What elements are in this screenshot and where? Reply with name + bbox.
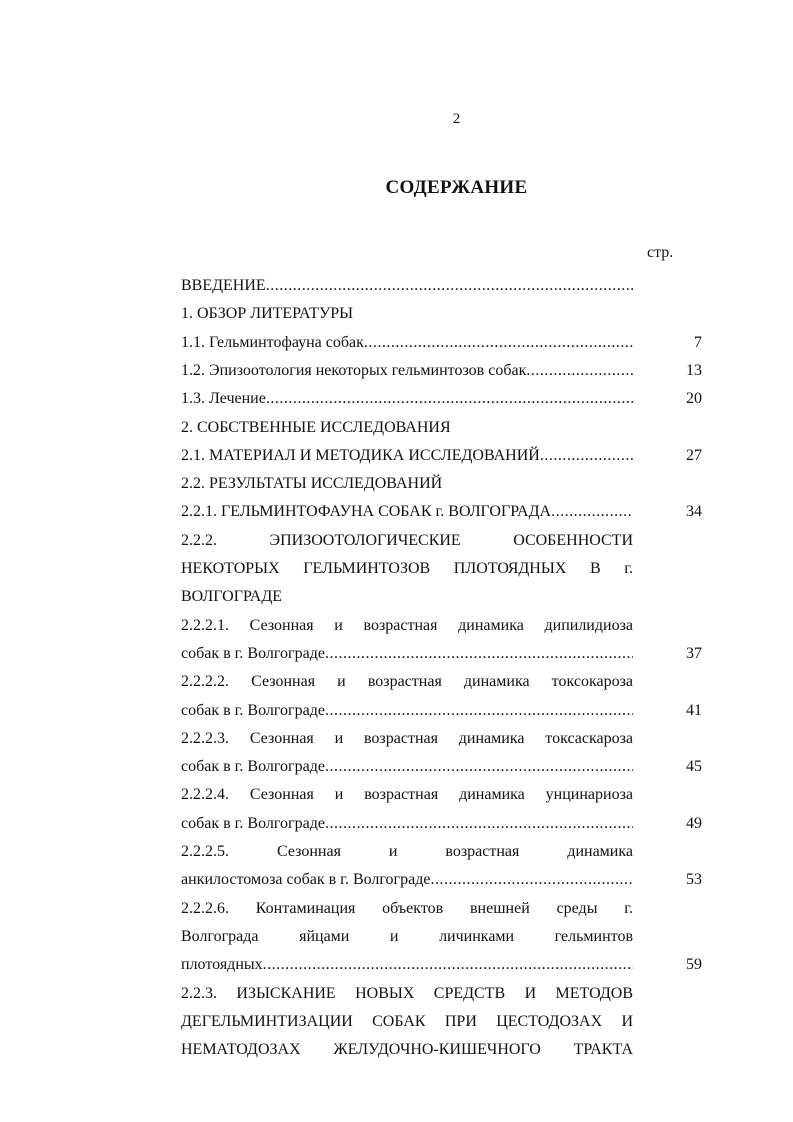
- toc-entry: 2.2.3. ИЗЫСКАНИЕ НОВЫХ СРЕДСТВ И МЕТОДОВ: [181, 984, 633, 1002]
- toc-entry: 2. СОБСТВЕННЫЕ ИССЛЕДОВАНИЯ: [181, 418, 451, 436]
- dot-leader: [263, 951, 633, 979]
- dot-leader: [526, 357, 633, 385]
- toc-entry-text: 2.2.1. ГЕЛЬМИНТОФАУНА СОБАК г. ВОЛГОГРАДА: [181, 503, 552, 521]
- toc-entry-text: 2.1. МАТЕРИАЛ И МЕТОДИКА ИССЛЕДОВАНИЙ: [181, 446, 540, 464]
- toc-page-number: 7: [694, 333, 702, 351]
- toc-entry: [181, 385, 633, 413]
- toc-entry: 2.2. РЕЗУЛЬТАТЫ ИССЛЕДОВАНИЙ: [181, 475, 443, 493]
- toc-entry: ДЕГЕЛЬМИНТИЗАЦИИ СОБАК ПРИ ЦЕСТОДОЗАХ И: [181, 1012, 633, 1030]
- toc-entry-text: собак в г. Волгограде: [181, 701, 325, 719]
- dot-leader: [266, 385, 633, 413]
- toc-entry-text: 1.2. Эпизоотология некоторых гельминтозов собак: [181, 361, 527, 379]
- toc-entry: [181, 498, 633, 526]
- toc-page-number: 34: [686, 503, 702, 521]
- toc-entry: 2.2.2.1. Сезонная и возрастная динамика дипилидиоза: [181, 616, 633, 634]
- toc-page-number: 49: [686, 814, 702, 832]
- page-column-header: стр.: [647, 244, 674, 261]
- toc-entry-text: 1.1. Гельминтофауна собак: [181, 333, 364, 351]
- toc-entry-text: ВВЕДЕНИЕ: [181, 277, 266, 294]
- toc-entry: [181, 753, 633, 781]
- toc-page-number: 27: [686, 446, 702, 464]
- toc-entry: Волгограда яйцами и личинками гельминтов: [181, 927, 633, 945]
- toc-entry: 2.2.2.6. Контаминация объектов внешней среды г.: [181, 899, 633, 917]
- toc-entry: [181, 329, 633, 357]
- toc-entry: 2.2.2.2. Сезонная и возрастная динамика токсокароза: [181, 673, 633, 691]
- toc-entry: [181, 866, 633, 894]
- toc-page-number: 13: [686, 361, 702, 379]
- toc-entry: 2.2.2.3. Сезонная и возрастная динамика токсаскароза: [181, 729, 633, 747]
- toc-entry: [181, 810, 633, 838]
- dot-leader: [430, 866, 633, 894]
- toc-entry: 2.2.2. ЭПИЗООТОЛОГИЧЕСКИЕ ОСОБЕННОСТИ: [181, 531, 633, 549]
- toc-entry: НЕКОТОРЫХ ГЕЛЬМИНТОЗОВ ПЛОТОЯДНЫХ В г.: [181, 560, 633, 577]
- toc-entry: ВОЛГОГРАДЕ: [181, 588, 283, 606]
- toc-page-number: 45: [686, 758, 702, 776]
- toc-entry-text: плотоядных: [181, 956, 263, 974]
- toc-entry: 2.2.2.5. Сезонная и возрастная динамика: [181, 843, 633, 860]
- toc-entry: [181, 272, 633, 300]
- toc-entry: [181, 640, 633, 668]
- dot-leader: [540, 442, 633, 470]
- toc-entry-text: анкилостомоза собак в г. Волгограде: [181, 871, 431, 889]
- toc-entry: [181, 951, 633, 979]
- toc-entry-text: собак в г. Волгограде: [181, 758, 325, 776]
- dot-leader: [325, 640, 633, 668]
- page-title: СОДЕРЖАНИЕ: [385, 177, 528, 198]
- dot-leader: [364, 329, 633, 357]
- toc-entry: [181, 442, 633, 470]
- page-number: 2: [452, 111, 461, 127]
- dot-leader: [325, 810, 633, 838]
- dot-leader: [551, 498, 633, 526]
- toc-entry-text: собак в г. Волгограде: [181, 814, 325, 832]
- toc-page-number: 20: [686, 390, 702, 408]
- toc-entry-text: собак в г. Волгограде: [181, 644, 325, 662]
- toc-entry: [181, 697, 633, 725]
- toc-entry: [181, 357, 633, 385]
- toc-entry: НЕМАТОДОЗАХ ЖЕЛУДОЧНО-КИШЕЧНОГО ТРАКТА: [181, 1041, 633, 1059]
- dot-leader: [266, 272, 633, 300]
- toc-page-number: 37: [686, 644, 702, 662]
- dot-leader: [325, 753, 633, 781]
- toc-page-number: 41: [686, 701, 702, 719]
- dot-leader: [325, 697, 633, 725]
- toc-entry-text: 1.3. Лечение: [181, 390, 266, 408]
- toc-entry: 2.2.2.4. Сезонная и возрастная динамика унцинариоза: [181, 786, 633, 804]
- toc-page-number: 59: [686, 956, 702, 974]
- toc-entry: 1. ОБЗОР ЛИТЕРАТУРЫ: [181, 305, 354, 323]
- toc-page-number: 53: [686, 871, 702, 889]
